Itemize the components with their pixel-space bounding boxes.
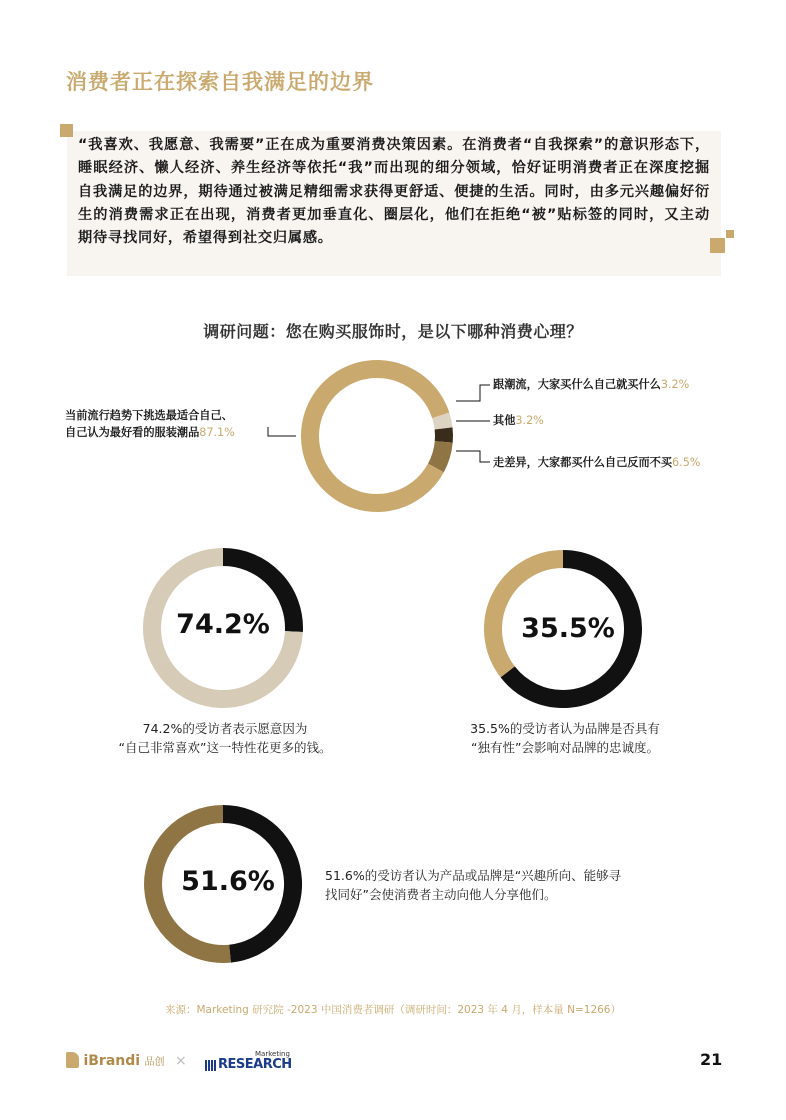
donut-value-74: 74.2% (176, 609, 270, 640)
source-note: 来源：Marketing 研究院 -2023 中国消费者调研（调研时间：2023 年 4 月，样本量 N=1266） (165, 1004, 621, 1016)
donut-value-35: 35.5% (521, 613, 615, 644)
logo-separator: × (174, 1053, 187, 1069)
caption-51-line2: 找同好”会使消费者主动向他人分享他们。 (325, 886, 557, 902)
leader-line-0 (268, 427, 296, 436)
footer-logos (66, 1052, 193, 1069)
pie-label-different-text: 走差异，大家都买什么自己反而不买 (493, 456, 673, 469)
pie-label-follow (493, 376, 689, 393)
pie-label-different (493, 454, 700, 471)
bar-chart-icon (205, 1060, 217, 1071)
ibrandi-logo-text: iBrandi (83, 1053, 141, 1069)
donut-value-51: 51.6% (181, 866, 275, 897)
pie-label-follow-text: 跟潮流，大家买什么自己就买什么 (493, 378, 661, 391)
quote-text: “我喜欢、我愿意、我需要”正在成为重要消费决策因素。在消费者“自我探索”的意识形态下，睡眠经济、懒人经济、养生经济等依托“我”而出现的细分领域，恰好证明消费者正在深度挖掘自我满足的边界，期待通过被满足精细需求获得更舒适、便捷的生活。同时，由多元兴趣偏好衍生的消费需求正在出现，消费者更加垂直化、圈层化，他们在拒绝“被”贴标签的同时，又主动期待寻找同好，希望得到社交归属感。 (78, 137, 710, 247)
pie-slice-3 (436, 442, 444, 468)
marketing-research-logo (205, 1050, 295, 1074)
pie-value-different: 6.5% (672, 456, 701, 469)
caption-35-line2: “独有性”会影响对品牌的忠诚度。 (471, 739, 659, 755)
main-donut-chart (310, 369, 444, 503)
label-leader-lines (268, 385, 490, 462)
caption-74-line1: 74.2%的受访者表示愿意因为 (142, 721, 308, 736)
caption-35 (440, 720, 690, 757)
pie-slice-1 (441, 415, 444, 428)
pie-value-trend: 87.1% (199, 426, 235, 439)
marketing-logo-small: Marketing (255, 1050, 290, 1058)
pie-label-other-text: 其他 (493, 414, 516, 427)
pie-label-trend (65, 407, 235, 441)
caption-74 (105, 720, 345, 757)
caption-51-line1: 51.6%的受访者认为产品或品牌是“兴趣所向、能够寻 (325, 868, 622, 883)
caption-35-line1: 35.5%的受访者认为品牌是否具有 (470, 721, 660, 736)
survey-question: 调研问题：您在购买服饰时，是以下哪种消费心理？ (203, 322, 583, 341)
pie-slice-0 (310, 369, 441, 503)
ibrandi-logo-icon (66, 1052, 79, 1068)
pie-label-other (493, 412, 544, 429)
caption-74-line2: “自己非常喜欢”这一特性花更多的钱。 (118, 739, 332, 755)
pie-value-follow: 3.2% (660, 378, 690, 391)
pie-label-trend-line2: 自己认为最好看的服装潮品 (65, 426, 200, 439)
caption-51 (325, 867, 621, 904)
page-title: 消费者正在探索自我满足的边界 (66, 70, 374, 94)
leader-line-3 (456, 451, 490, 462)
leader-line-1 (456, 385, 490, 401)
research-logo-text: RESEARCH (218, 1057, 292, 1072)
pie-label-trend-line1: 当前流行趋势下挑选最适合自己、 (65, 409, 233, 422)
pie-value-other: 3.2% (515, 414, 544, 427)
page-number: 21 (700, 1050, 723, 1069)
ibrandi-logo-cn: 品创 (144, 1057, 165, 1068)
